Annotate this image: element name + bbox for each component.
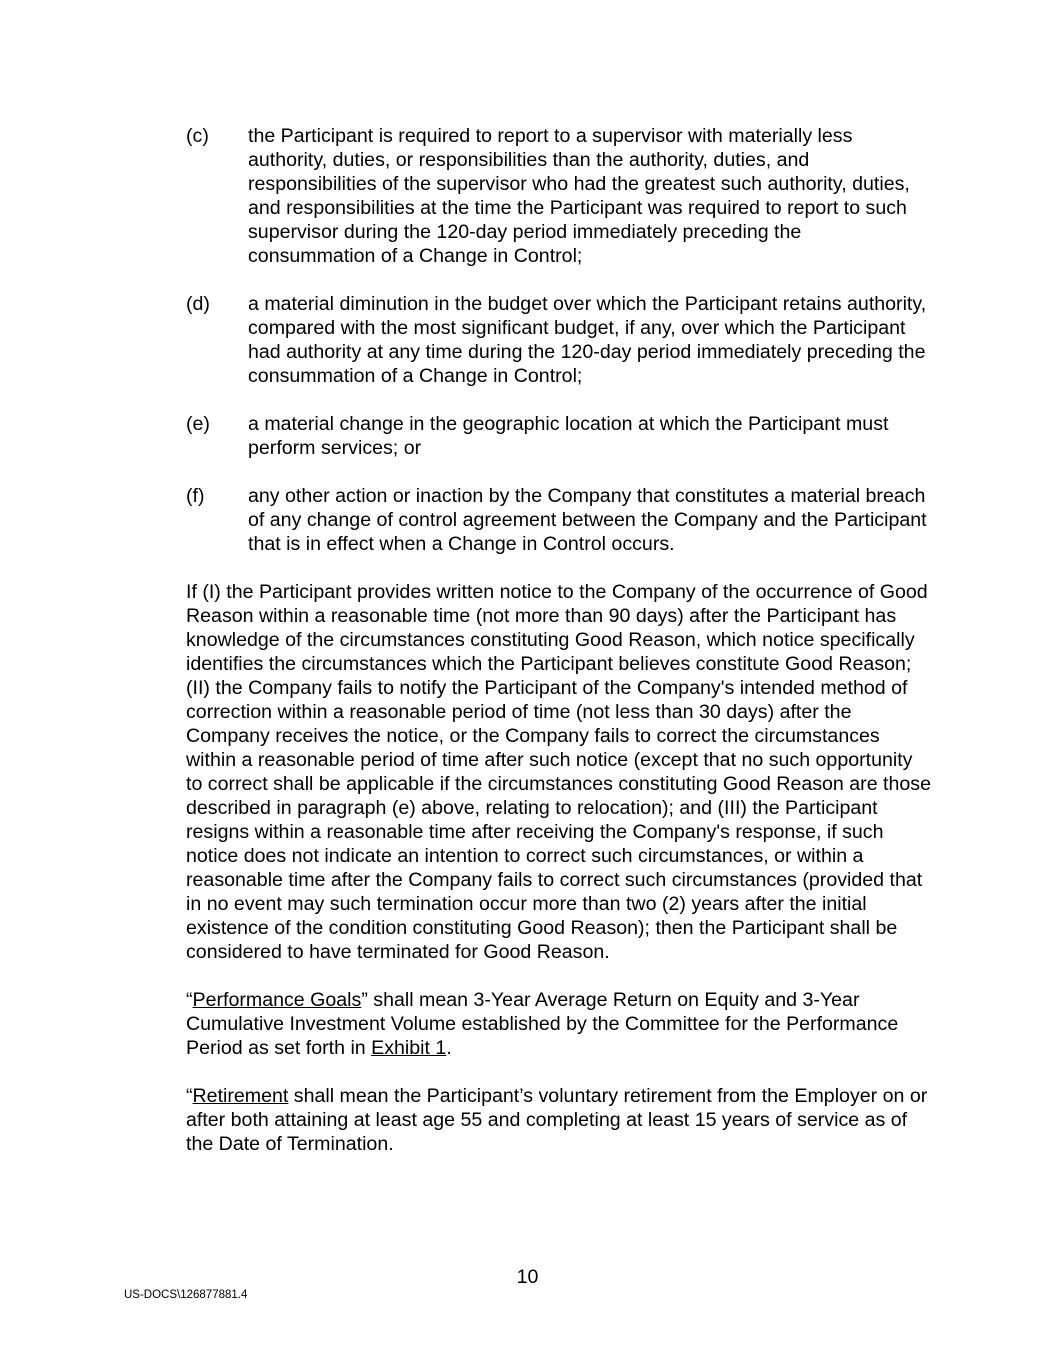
document-body (186, 124, 934, 1180)
open-quote: “ (186, 989, 193, 1011)
list-item-text: a material change in the geographic location at which the Participant must perform services; or (248, 413, 889, 459)
list-item-text: the Participant is required to report to a supervisor with materially less authority, duties, or responsibilities than the authority, duties, and responsibilities of the supervisor who had the greatest such authority, duties, and responsibilities at the time the Participant was required to report to such supervisor during the 120-day period immediately preceding the consummation of a Change in Control; (248, 125, 910, 267)
list-item-d (186, 292, 934, 388)
exhibit-1-reference: Exhibit 1 (371, 1037, 447, 1059)
list-item-label: (e) (186, 413, 210, 435)
performance-goals-body: ” shall mean 3-Year Average Return on Equity and 3-Year Cumulative Investment Volume established by the Committee for the Performance Period as set forth in (186, 989, 899, 1059)
open-quote: “ (186, 1085, 193, 1107)
list-item-text: any other action or inaction by the Company that constitutes a material breach of any change of control agreement between the Company and the Participant that is in effect when a Change in Control occurs. (248, 485, 927, 555)
list-item-label: (f) (186, 485, 205, 507)
page-number: 10 (516, 1266, 539, 1288)
list-item-label: (d) (186, 293, 210, 315)
list-item-c (186, 124, 934, 268)
performance-goals-end: . (446, 1037, 452, 1059)
performance-goals-definition (186, 988, 934, 1060)
list-item-e (186, 412, 934, 460)
retirement-term: Retirement (192, 1085, 289, 1107)
performance-goals-term: Performance Goals (192, 989, 362, 1011)
retirement-body: shall mean the Participant’s voluntary retirement from the Employer on or after both attaining at least age 55 and completing at least 15 years of service as of the Date of Termination. (186, 1085, 928, 1155)
document-id: US-DOCS\126877881.4 (124, 1289, 248, 1301)
good-reason-paragraph: If (I) the Participant provides written notice to the Company of the occurrence of Good Reason within a reasonable time (not more than 90 days) after the Participant has knowledge of the circumstances constituting Good Reason, which notice specifically identifies the circumstances which the Participant believes constitute Good Reason; (II) the Company fails to notify the Participant of the Company's intended method of correction within a reasonable period of time (not less than 30 days) after the Company receives the notice, or the Company fails to correct the circumstances within a reasonable period of time after such notice (except that no such opportunity to correct shall be applicable if the circumstances constituting Good Reason are those described in paragraph (e) above, relating to relocation); and (III) the Participant resigns within a reasonable time after receiving the Company's response, if such notice does not indicate an intention to correct such circumstances, or within a reasonable time after the Company fails to correct such circumstances (provided that in no event may such termination occur more than two (2) years after the initial existence of the condition constituting Good Reason); then the Participant shall be considered to have terminated for Good Reason. (186, 581, 931, 963)
retirement-definition (186, 1084, 934, 1156)
list-item-label: (c) (186, 125, 209, 147)
list-item-text: a material diminution in the budget over which the Participant retains authority, compared with the most significant budget, if any, over which the Participant had authority at any time during the 120-day period immediately preceding the consummation of a Change in Control; (248, 293, 927, 387)
list-item-f (186, 484, 934, 556)
